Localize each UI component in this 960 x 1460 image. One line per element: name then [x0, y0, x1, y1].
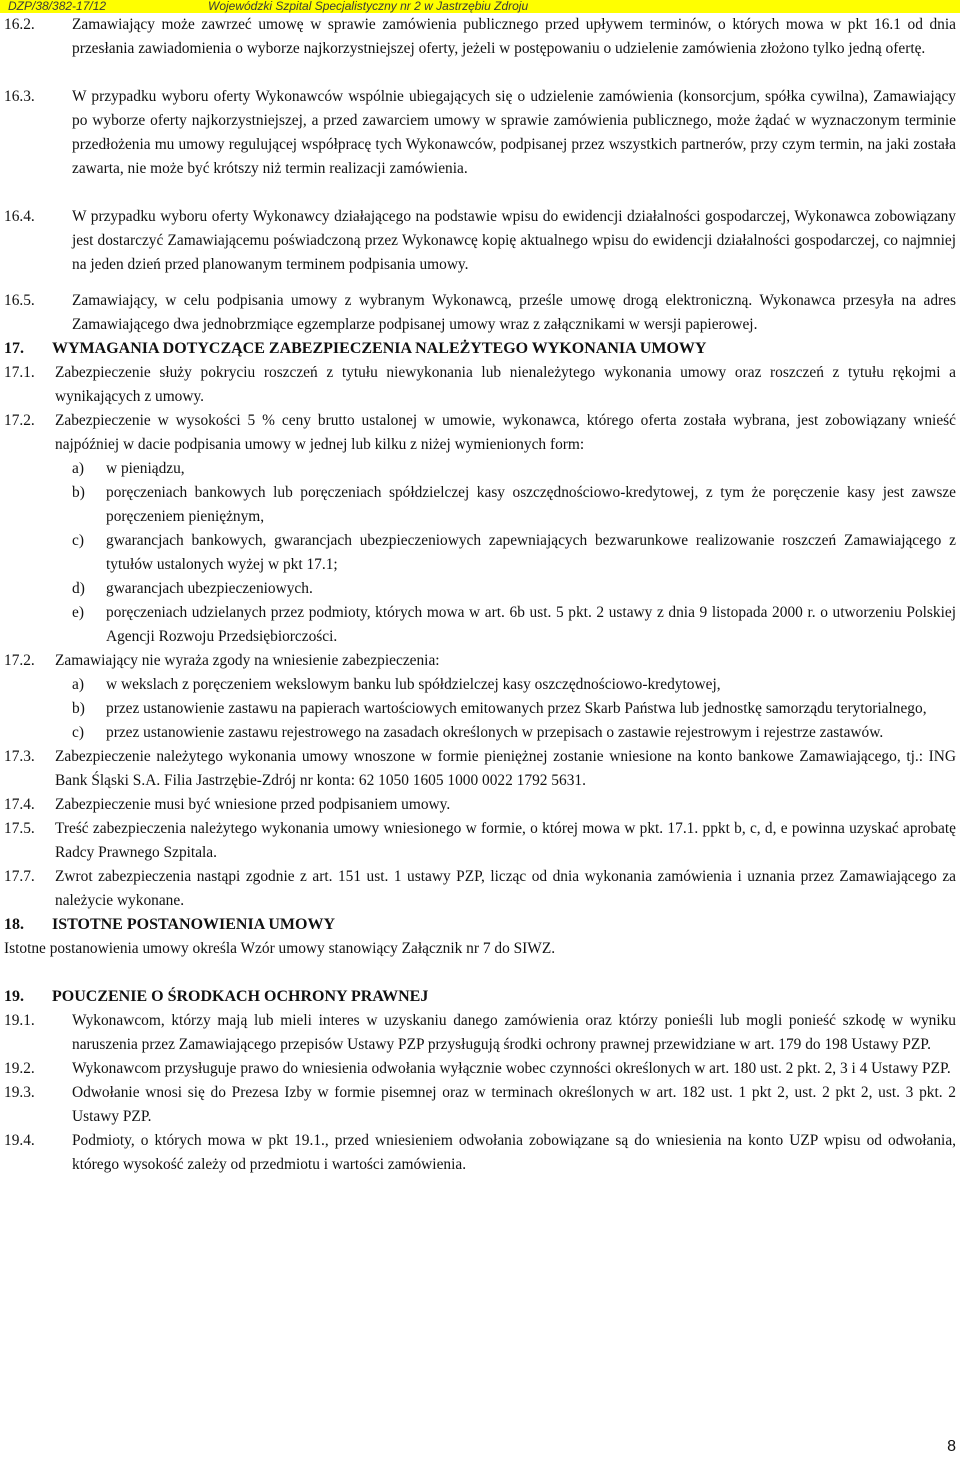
list-item-text: w pieniądzu, — [106, 460, 185, 477]
section-title: ISTOTNE POSTANOWIENIA UMOWY — [52, 916, 336, 933]
list-item-label: b) — [72, 484, 85, 501]
paragraph-text: Zabezpieczenie służy pokryciu roszczeń z tytułu niewykonania lub nienależytego wykonania umowy oraz roszczeń z tytułu rękojmi a wynikających z umowy. — [55, 364, 956, 405]
list-item-label: d) — [72, 580, 85, 597]
section-number: 17. — [4, 340, 24, 357]
list-item — [72, 721, 956, 745]
paragraph-number: 16.5. — [4, 292, 35, 309]
paragraph-text: Wykonawcom, którzy mają lub mieli interes w uzyskaniu danego zamówienia oraz którzy ponieśli lub mogli ponieść szkodę w wyniku naruszenia przez Zamawiającego przepisów Ustawy PZP przysługują środki ochrony prawnej przewidziane w art. 179 do 198 Ustawy PZP. — [72, 1012, 956, 1053]
paragraph-number: 19.4. — [4, 1132, 35, 1149]
paragraph-text: Zamawiający, w celu podpisania umowy z wybranym Wykonawcą, prześle umowę drogą elektroniczną. Wykonawca przesyła na adres Zamawiającego dwa jednobrzmiące egzemplarze podpisanej umowy wraz z załącznikami w wersji papierowej. — [72, 292, 956, 333]
paragraph-text: W przypadku wyboru oferty Wykonawców wspólnie ubiegających się o udzielenie zamówienia (konsorcjum, spółka cywilna), Zamawiający po wyborze oferty najkorzystniejszej, a przed zawarciem umowy w sprawie zamówienia publicznego, może żądać w wyznaczonym terminie przedłożenia mu umowy regulującej współpracę tych Wykonawców, podpisanej przez wszystkich partnerów, przy czym termin, na jaki została zawarta, nie może być krótszy niż termin realizacji zamówienia. — [72, 88, 956, 177]
list-item — [72, 601, 956, 649]
paragraph-text: Zabezpieczenie musi być wniesione przed podpisaniem umowy. — [55, 796, 451, 813]
paragraph-text: Zamawiający nie wyraża zgody na wniesienie zabezpieczenia: — [55, 652, 440, 669]
list-item — [72, 529, 956, 577]
list-item-label: a) — [72, 460, 84, 477]
paragraph-16-4 — [0, 205, 960, 277]
paragraph-text: Zabezpieczenie należytego wykonania umowy wnoszone w formie pieniężnej zostanie wniesione na konto bankowe Zamawiającego, tj.: ING Bank Śląski S.A. Filia Jastrzębie-Zdrój nr konta: 62 1050 1605 1000 0022 1792 5631. — [55, 748, 956, 789]
list-item — [72, 577, 956, 601]
paragraph-text: Zamawiający może zawrzeć umowę w sprawie zamówienia publicznego przed upływem terminów, o których mowa w pkt 16.1 od dnia przesłania zawiadomienia o wyborze najkorzystniejszej oferty, jeżeli w postępowaniu o udzielenie zamówienia złożono tylko jedną ofertę. — [72, 16, 956, 57]
list-item-label: b) — [72, 700, 85, 717]
document-body — [0, 13, 960, 1177]
paragraph-19-3 — [0, 1081, 960, 1129]
paragraph-number: 16.4. — [4, 208, 35, 225]
section-title: POUCZENIE O ŚRODKACH OCHRONY PRAWNEJ — [52, 988, 429, 1005]
paragraph-text: Zabezpieczenie w wysokości 5 % ceny brutto ustalonej w umowie, wykonawca, którego oferta została wybrana, jest zobowiązany wnieść najpóźniej w dacie podpisania umowy w jednej lub kilku z niżej wymienionych form: — [55, 412, 956, 453]
paragraph-text: W przypadku wyboru oferty Wykonawcy działającego na podstawie wpisu do ewidencji działalności gospodarczej, Wykonawca zobowiązany jest dostarczyć Zamawiającemu poświadczoną przez Wykonawcę kopię aktualnego wpisu do ewidencji działalności gospodarczej, co najmniej na jeden dzień przed planowanym terminem podpisania umowy. — [72, 208, 956, 273]
paragraph-17-7 — [0, 865, 960, 913]
list-item-label: a) — [72, 676, 84, 693]
list-item-text: przez ustanowienie zastawu rejestrowego na zasadach określonych w przepisach o zastawie rejestrowym i rejestrze zastawów. — [106, 724, 884, 741]
list-item-label: e) — [72, 604, 84, 621]
section-heading-17 — [0, 337, 960, 361]
paragraph-number: 16.3. — [4, 88, 35, 105]
list-item — [72, 697, 956, 721]
list-item-text: gwarancjach ubezpieczeniowych. — [106, 580, 313, 597]
paragraph-19-2 — [0, 1057, 960, 1081]
section-heading-19 — [0, 985, 960, 1009]
paragraph-text: Treść zabezpieczenia należytego wykonania umowy wniesionego w formie, o której mowa w pkt. 17.1. ppkt b, c, d, e powinna uzyskać aprobatę Radcy Prawnego Szpitala. — [55, 820, 956, 861]
page-header — [0, 0, 960, 13]
list-item-label: c) — [72, 532, 84, 549]
paragraph-text: Wykonawcom przysługuje prawo do wniesienia odwołania wyłącznie wobec czynności określonych w art. 180 ust. 2 pkt. 2, 3 i 4 Ustawy PZP. — [72, 1060, 951, 1077]
paragraph-19-1 — [0, 1009, 960, 1057]
list-item-text: gwarancjach bankowych, gwarancjach ubezpieczeniowych zapewniających bezwarunkowe realizowanie roszczeń Zamawiającego z tytułów ustalonych wyżej w pkt 17.1; — [106, 532, 956, 573]
paragraph-16-5 — [0, 289, 960, 337]
document-reference: DZP/38/382-17/12 — [8, 0, 107, 13]
list-item — [72, 481, 956, 529]
paragraph-number: 17.3. — [4, 748, 35, 765]
list-item-text: poręczeniach bankowych lub poręczeniach spółdzielczej kasy oszczędnościowo-kredytowej, z tym że poręczenie kasy jest zawsze poręczeniem pieniężnym, — [106, 484, 956, 525]
list-item-text: w wekslach z poręczeniem wekslowym banku lub spółdzielczej kasy oszczędnościowo-kredytowej, — [106, 676, 721, 693]
list-item-label: c) — [72, 724, 84, 741]
paragraph-number: 16.2. — [4, 16, 35, 33]
paragraph-number: 19.3. — [4, 1084, 35, 1101]
paragraph-number: 19.1. — [4, 1012, 35, 1029]
paragraph-16-2 — [0, 13, 960, 61]
paragraph-text: Podmioty, o których mowa w pkt 19.1., przed wniesieniem odwołania zobowiązane są do wniesienia na konto UZP wpisu od odwołania, którego wysokość zależy od przedmiotu i wartości zamówienia. — [72, 1132, 956, 1173]
paragraph-17-3 — [0, 745, 960, 793]
section-18-text: Istotne postanowienia umowy określa Wzór umowy stanowiący Załącznik nr 7 do SIWZ. — [4, 940, 556, 957]
paragraph-17-5 — [0, 817, 960, 865]
paragraph-17-2-forms — [0, 409, 960, 457]
list-item-text: przez ustanowienie zastawu na papierach wartościowych emitowanych przez Skarb Państwa lub jednostkę samorządu terytorialnego, — [106, 700, 927, 717]
list-item — [72, 673, 956, 697]
paragraph-number: 19.2. — [4, 1060, 35, 1077]
paragraph-number: 17.5. — [4, 820, 35, 837]
section-number: 19. — [4, 988, 24, 1005]
paragraph-number: 17.1. — [4, 364, 35, 381]
paragraph-number: 17.7. — [4, 868, 35, 885]
list-item — [72, 457, 956, 481]
page-number: 8 — [947, 1438, 956, 1455]
organization-name: Wojewódzki Szpital Specjalistyczny nr 2 w Jastrzębiu Zdroju — [208, 0, 529, 13]
paragraph-16-3 — [0, 85, 960, 181]
section-heading-18 — [0, 913, 960, 937]
section-title: WYMAGANIA DOTYCZĄCE ZABEZPIECZENIA NALEŻYTEGO WYKONANIA UMOWY — [52, 340, 707, 357]
paragraph-number: 17.2. — [4, 652, 35, 669]
paragraph-19-4 — [0, 1129, 960, 1177]
paragraph-text: Odwołanie wnosi się do Prezesa Izby w formie pisemnej oraz w terminach określonych w art. 182 ust. 1 pkt 2, ust. 2 pkt 2, ust. 3 pkt. 2 Ustawy PZP. — [72, 1084, 956, 1125]
paragraph-number: 17.4. — [4, 796, 35, 813]
list-item-text: poręczeniach udzielanych przez podmioty, których mowa w art. 6b ust. 5 pkt. 2 ustawy z dnia 9 listopada 2000 r. o utworzeniu Polskiej Agencji Rozwoju Przedsiębiorczości. — [106, 604, 956, 645]
paragraph-17-2-no-consent — [0, 649, 960, 673]
paragraph-17-1 — [0, 361, 960, 409]
paragraph-17-4 — [0, 793, 960, 817]
paragraph-text: Zwrot zabezpieczenia nastąpi zgodnie z art. 151 ust. 1 ustawy PZP, licząc od dnia wykonania zamówienia i uznania przez Zamawiającego za należycie wykonane. — [55, 868, 956, 909]
section-number: 18. — [4, 916, 24, 933]
paragraph-number: 17.2. — [4, 412, 35, 429]
